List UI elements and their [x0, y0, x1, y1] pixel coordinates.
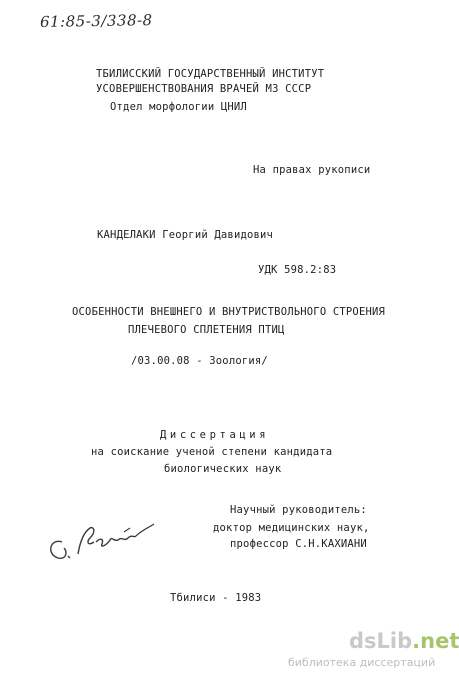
watermark-caption: библиотека диссертаций [288, 656, 436, 669]
supervisor-heading: Научный руководитель: [230, 504, 367, 516]
supervisor-name: профессор С.Н.КАХИАНИ [230, 538, 367, 550]
work-type: Диссертация [160, 429, 270, 441]
title-line-2: ПЛЕЧЕВОГО СПЛЕТЕНИЯ ПТИЦ [128, 324, 285, 336]
title-line-1: ОСОБЕННОСТИ ВНЕШНЕГО И ВНУТРИСТВОЛЬНОГО СТРОЕНИЯ [72, 306, 386, 318]
author-name: КАНДЕЛАКИ Георгий Давидович [97, 229, 274, 241]
institute-line-1: ТБИЛИССКИЙ ГОСУДАРСТВЕННЫЙ ИНСТИТУТ [96, 68, 325, 80]
handwritten-archive-code: 61:85-3/338-8 [39, 11, 153, 31]
udc-code: УДК 598.2:83 [258, 264, 337, 276]
watermark-logo-main: dsLib [349, 629, 413, 653]
specialty: /03.00.08 - Зоология/ [131, 355, 268, 367]
watermark-logo-tld: .net [412, 629, 459, 653]
institute-line-2: УСОВЕРШЕНСТВОВАНИЯ ВРАЧЕЙ МЗ СССР [96, 83, 312, 95]
supervisor-degree: доктор медицинских наук, [213, 522, 370, 534]
watermark-logo [349, 629, 459, 653]
department: Отдел морфологии ЦНИЛ [110, 101, 247, 113]
handwritten-signature [38, 512, 168, 572]
degree-line-2: биологических наук [164, 463, 282, 475]
place-year: Тбилиси - 1983 [170, 592, 262, 604]
degree-line-1: на соискание ученой степени кандидата [91, 446, 333, 458]
rights-note: На правах рукописи [253, 164, 371, 176]
